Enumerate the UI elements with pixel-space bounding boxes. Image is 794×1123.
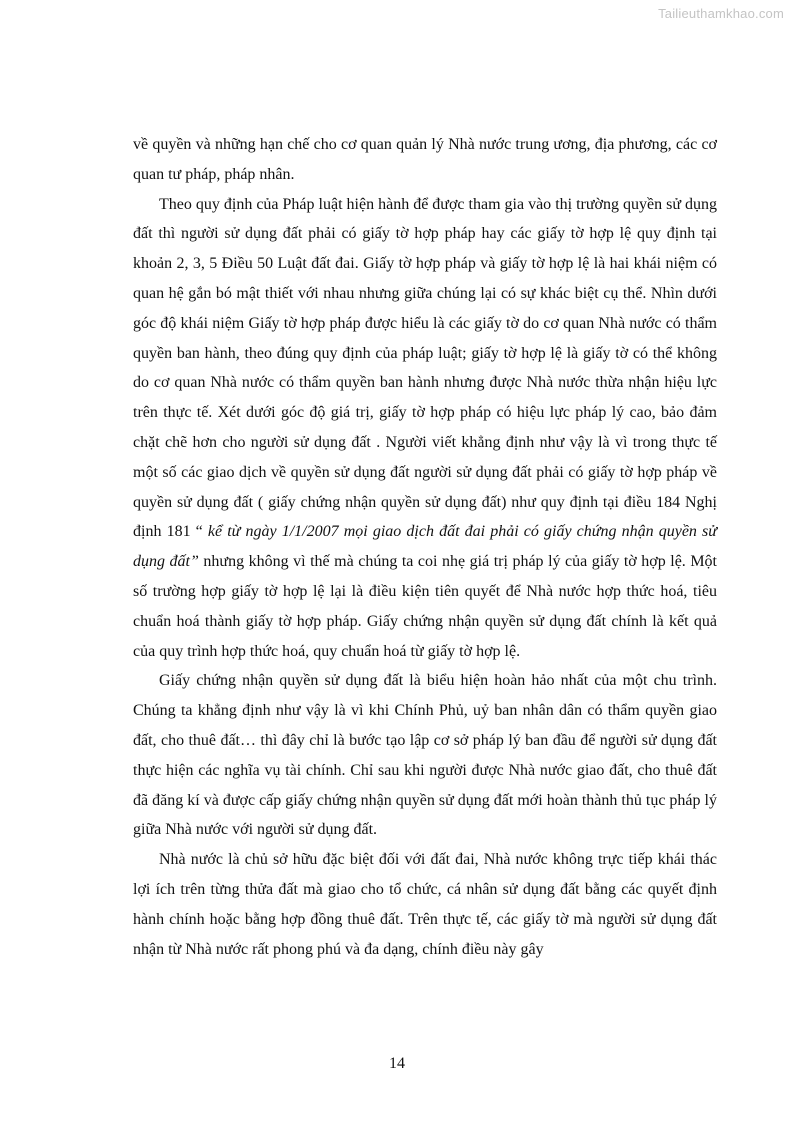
paragraph-text: về quyền và những hạn chế cho cơ quan quản lý Nhà nước trung ương, địa phương, các cơ quan tư pháp, pháp nhân. xyxy=(133,136,717,183)
paragraph-text: Nhà nước là chủ sở hữu đặc biệt đối với đất đai, Nhà nước không trực tiếp khái thác lợi ích trên từng thửa đất mà giao cho tổ chức, cá nhân sử dụng đất bằng các quyết định hành chính hoặc bằng hợp đồng thuê đất. Trên thực tế, các giấy tờ mà người sử dụng đất nhận từ Nhà nước rất phong phú và đa dạng, chính điều này gây xyxy=(133,851,717,958)
page-number: 14 xyxy=(389,1055,405,1072)
watermark: Tailieuthamkhao.com xyxy=(658,6,784,21)
italic-quote: kể từ ngày 1/1/2007 mọi giao dịch đất đai phải có giấy chứng nhận quyền sử dụng đất” xyxy=(133,523,718,571)
paragraph xyxy=(133,190,717,667)
paragraph xyxy=(133,845,717,964)
paragraph-text: nhưng không vì thế mà chúng ta coi nhẹ giá trị pháp lý của giấy tờ hợp lệ. Một số trường hợp giấy tờ hợp lệ lại là điều kiện tiên quyết để Nhà nước hợp thức hoá, tiêu chuẩn hoá thành giấy tờ hợp pháp. Giấy chứng nhận quyền sử dụng đất chính là kết quả của quy trình hợp thức hoá, quy chuẩn hoá từ giấy tờ hợp lệ. xyxy=(133,553,718,660)
paragraph xyxy=(133,666,717,845)
document-body xyxy=(133,130,717,964)
paragraph-text: Giấy chứng nhận quyền sử dụng đất là biểu hiện hoàn hảo nhất của một chu trình. Chúng ta khẳng định như vậy là vì khi Chính Phủ, uỷ ban nhân dân có thẩm quyền giao đất, cho thuê đất… thì đây chỉ là bước tạo lập cơ sở pháp lý ban đầu để người sử dụng đất thực hiện các nghĩa vụ tài chính. Chỉ sau khi người được Nhà nước giao đất, cho thuê đất đã đăng kí và được cấp giấy chứng nhận quyền sử dụng đất mới hoàn thành thủ tục pháp lý giữa Nhà nước với người sử dụng đất. xyxy=(133,672,717,839)
paragraph xyxy=(133,130,717,190)
paragraph-text: Theo quy định của Pháp luật hiện hành để được tham gia vào thị trường quyền sử dụng đất thì người sử dụng đất phải có giấy tờ hợp pháp hay các giấy tờ hợp lệ quy định tại khoản 2, 3, 5 Điều 50 Luật đất đai. Giấy tờ hợp pháp và giấy tờ hợp lệ là hai khái niệm có quan hệ gắn bó mật thiết với nhau nhưng giữa chúng lại có sự khác biệt cụ thể. Nhìn dưới góc độ khái niệm Giấy tờ hợp pháp được hiểu là các giấy tờ do cơ quan Nhà nước có thẩm quyền ban hành, theo đúng quy định của pháp luật; giấy tờ hợp lệ là giấy tờ có thể không do cơ quan Nhà nước có thẩm quyền ban hành nhưng được Nhà nước thừa nhận hiệu lực trên thực tế. Xét dưới góc độ giá trị, giấy tờ hợp pháp có hiệu lực pháp lý cao, bảo đảm chặt chẽ hơn cho người sử dụng đất . Người viết khẳng định như vậy là vì trong thực tế một số các giao dịch về quyền sử dụng đất người sử dụng đất phải có giấy tờ hợp pháp về quyền sử dụng đất ( giấy chứng nhận quyền sử dụng đất) như quy định tại điều 184 Nghị định 181 “ xyxy=(133,195,717,541)
